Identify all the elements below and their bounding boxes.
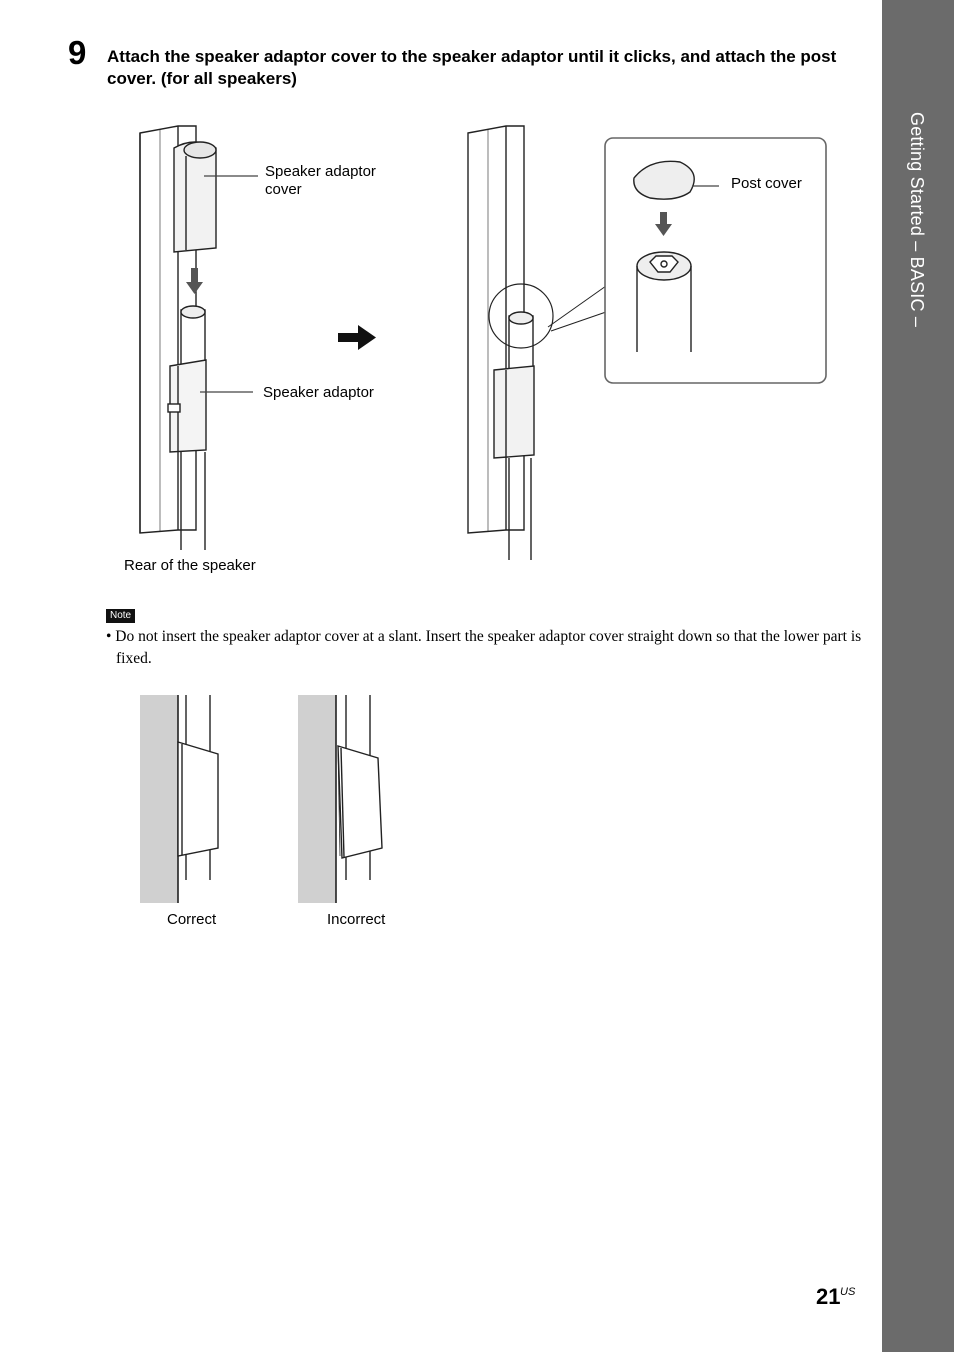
page-suffix: US bbox=[840, 1286, 856, 1298]
note-badge: Note bbox=[106, 609, 135, 623]
step-instruction: Attach the speaker adaptor cover to the speaker adaptor until it clicks, and attach the post cover. (for all speakers) bbox=[107, 47, 837, 88]
label-incorrect: Incorrect bbox=[327, 911, 386, 928]
label-rear-of-speaker: Rear of the speaker bbox=[124, 557, 256, 574]
zoom-line-top bbox=[548, 286, 606, 327]
right-speaker-body bbox=[468, 126, 553, 560]
note-text: • Do not insert the speaker adaptor cover at a slant. Insert the speaker adaptor cover straight down so that the lower part is fixed. bbox=[106, 628, 862, 667]
speaker-adaptor-cover-shape bbox=[174, 142, 216, 252]
correct-illustration bbox=[140, 695, 218, 903]
label-speaker-adaptor: Speaker adaptor bbox=[263, 384, 374, 401]
label-post-cover: Post cover bbox=[731, 175, 802, 192]
step-number: 9 bbox=[68, 34, 87, 71]
right-arrow-icon bbox=[338, 325, 376, 350]
incorrect-illustration bbox=[298, 695, 382, 903]
section-tab-label: Getting Started – BASIC – bbox=[907, 112, 927, 328]
label-correct: Correct bbox=[167, 911, 217, 928]
label-speaker-adaptor-cover: Speaker adaptor cover bbox=[265, 163, 376, 198]
page-number: 21 bbox=[816, 1284, 841, 1309]
zoom-line-bottom bbox=[551, 312, 606, 331]
